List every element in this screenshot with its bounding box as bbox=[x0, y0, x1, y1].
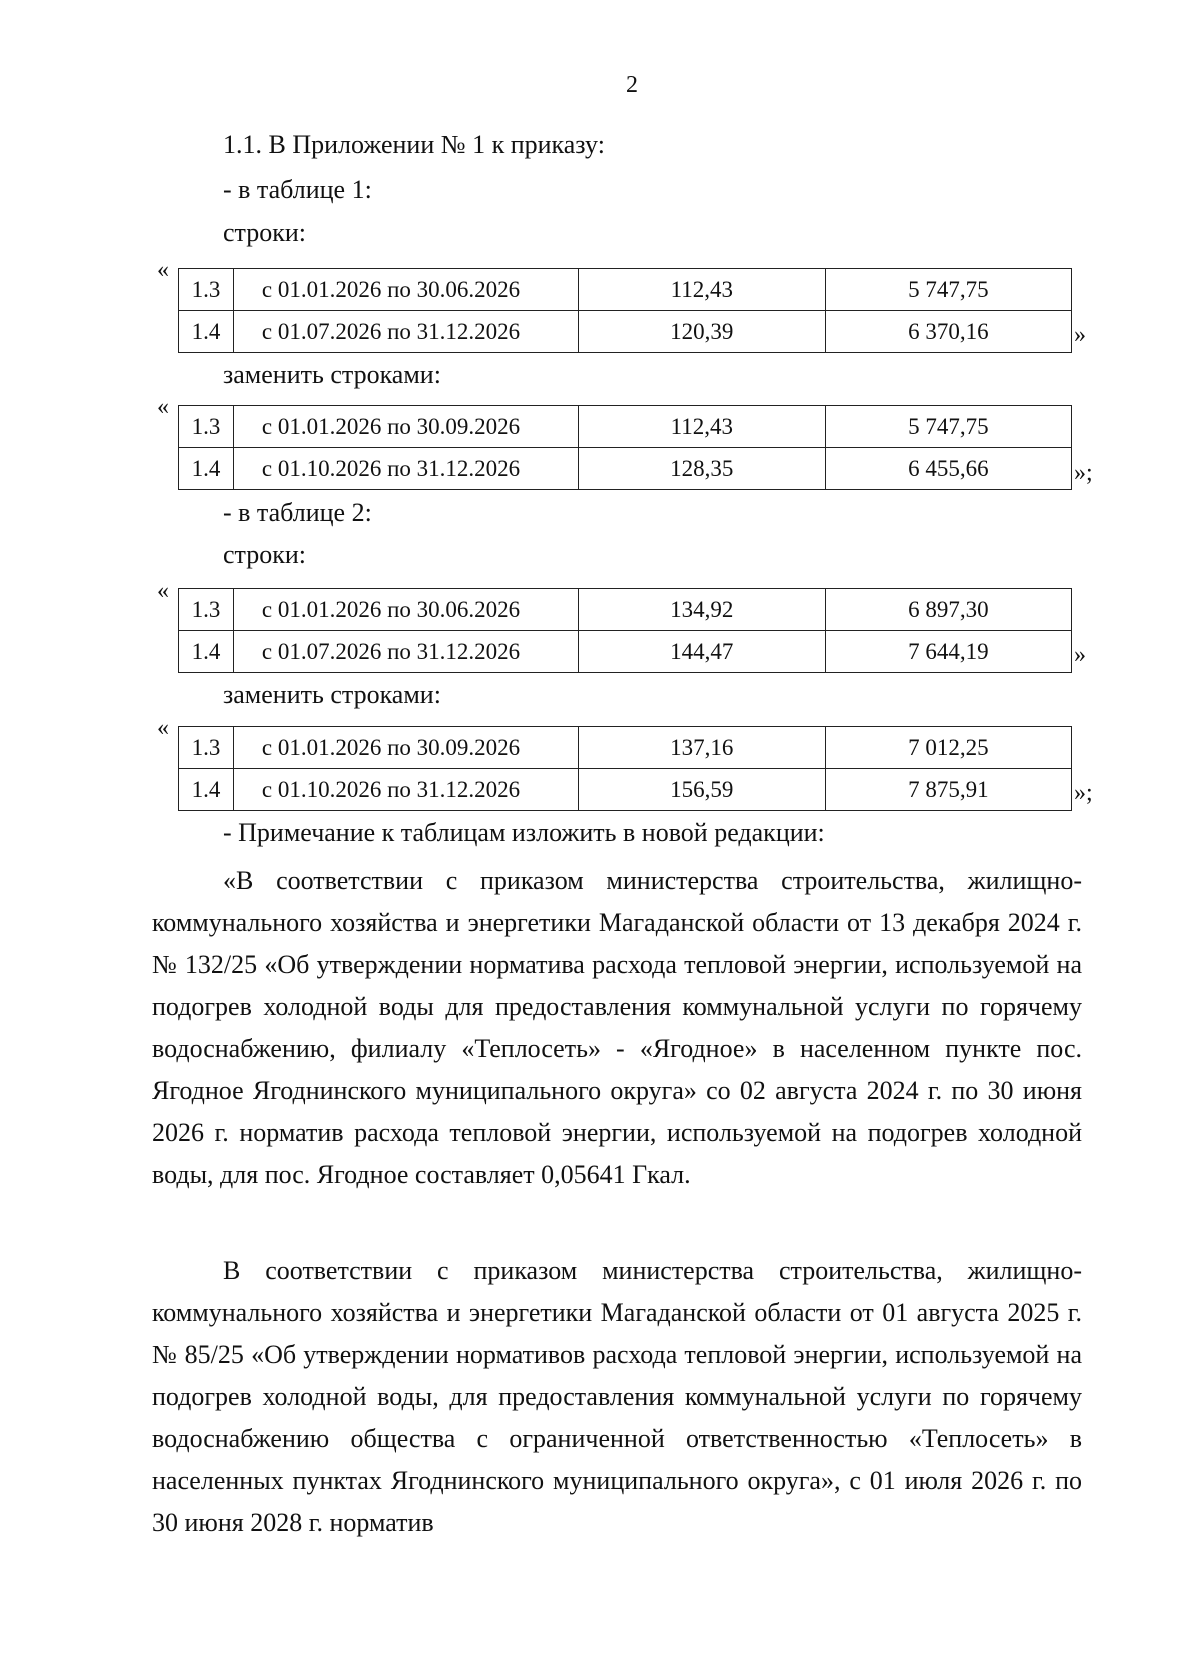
row-value-1: 156,59 bbox=[578, 769, 825, 811]
row-period: с 01.01.2026 по 30.09.2026 bbox=[233, 727, 578, 769]
table-row bbox=[179, 269, 1072, 311]
table-1-rows-label: строки: bbox=[223, 218, 306, 247]
table-row bbox=[179, 311, 1072, 353]
table-row bbox=[179, 448, 1072, 490]
quote-close: » bbox=[1074, 322, 1086, 348]
row-period: с 01.10.2026 по 31.12.2026 bbox=[233, 769, 578, 811]
row-number: 1.3 bbox=[179, 406, 234, 448]
table-1-new-rows bbox=[178, 405, 1072, 490]
quote-close: » bbox=[1074, 642, 1086, 668]
row-number: 1.4 bbox=[179, 769, 234, 811]
row-value-1: 128,35 bbox=[578, 448, 825, 490]
row-number: 1.3 bbox=[179, 589, 234, 631]
section-heading: 1.1. В Приложении № 1 к приказу: bbox=[223, 130, 605, 159]
row-period: с 01.01.2026 по 30.09.2026 bbox=[233, 406, 578, 448]
table-row bbox=[179, 589, 1072, 631]
row-number: 1.4 bbox=[179, 448, 234, 490]
table-row bbox=[179, 727, 1072, 769]
table-row bbox=[179, 406, 1072, 448]
row-value-2: 7 012,25 bbox=[825, 727, 1071, 769]
note-paragraph-2: В соответствии с приказом министерства строительства, жилищно-коммунального хозяйства и энергетики Магаданской области от 01 августа 2025 г. № 85/25 «Об утверждении нормативов расхода тепловой энергии, используемой на подогрев холодной воды, для предоставления коммунальной услуги по горячему водоснабжению общества с ограниченной ответственностью «Теплосеть» в населенных пунктах Ягоднинского муниципального округа», с 01 июля 2026 г. по 30 июня 2028 г. норматив bbox=[152, 1256, 1082, 1537]
row-value-1: 120,39 bbox=[578, 311, 825, 353]
row-value-2: 5 747,75 bbox=[825, 269, 1071, 311]
table-2-rows-label: строки: bbox=[223, 540, 306, 569]
table-1-label: - в таблице 1: bbox=[223, 175, 372, 204]
row-number: 1.3 bbox=[179, 269, 234, 311]
row-period: с 01.07.2026 по 31.12.2026 bbox=[233, 311, 578, 353]
row-value-1: 137,16 bbox=[578, 727, 825, 769]
quote-open: « bbox=[157, 257, 169, 283]
row-value-2: 6 370,16 bbox=[825, 311, 1071, 353]
table-2-label: - в таблице 2: bbox=[223, 498, 372, 527]
page-number: 2 bbox=[626, 72, 638, 98]
table-row bbox=[179, 631, 1072, 673]
row-period: с 01.01.2026 по 30.06.2026 bbox=[233, 589, 578, 631]
row-value-1: 112,43 bbox=[578, 269, 825, 311]
note-label: - Примечание к таблицам изложить в новой редакции: bbox=[223, 818, 825, 847]
row-value-1: 144,47 bbox=[578, 631, 825, 673]
quote-open: « bbox=[157, 394, 169, 420]
table-1-replace-label: заменить строками: bbox=[223, 360, 441, 389]
table-2-old-rows bbox=[178, 588, 1072, 673]
row-value-2: 5 747,75 bbox=[825, 406, 1071, 448]
table-2-new-rows bbox=[178, 726, 1072, 811]
row-value-1: 134,92 bbox=[578, 589, 825, 631]
table-1-old-rows bbox=[178, 268, 1072, 353]
row-value-2: 6 455,66 bbox=[825, 448, 1071, 490]
table-row bbox=[179, 769, 1072, 811]
row-number: 1.3 bbox=[179, 727, 234, 769]
row-period: с 01.01.2026 по 30.06.2026 bbox=[233, 269, 578, 311]
row-value-1: 112,43 bbox=[578, 406, 825, 448]
quote-open: « bbox=[157, 578, 169, 604]
note-paragraph-1: «В соответствии с приказом министерства строительства, жилищно-коммунального хозяйства и энергетики Магаданской области от 13 декабря 2024 г. № 132/25 «Об утверждении норматива расхода тепловой энергии, используемой на подогрев холодной воды для предоставления коммунальной услуги по горячему водоснабжению, филиалу «Теплосеть» - «Ягодное» в населенном пункте пос. Ягодное Ягоднинского муниципального округа» со 02 августа 2024 г. по 30 июня 2026 г. норматив расхода тепловой энергии, используемой на подогрев холодной воды, для пос. Ягодное составляет 0,05641 Гкал. bbox=[152, 866, 1082, 1189]
row-number: 1.4 bbox=[179, 311, 234, 353]
quote-open: « bbox=[157, 715, 169, 741]
row-value-2: 7 644,19 bbox=[825, 631, 1071, 673]
row-period: с 01.07.2026 по 31.12.2026 bbox=[233, 631, 578, 673]
quote-close: »; bbox=[1074, 780, 1093, 806]
table-2-replace-label: заменить строками: bbox=[223, 680, 441, 709]
row-value-2: 6 897,30 bbox=[825, 589, 1071, 631]
row-value-2: 7 875,91 bbox=[825, 769, 1071, 811]
row-period: с 01.10.2026 по 31.12.2026 bbox=[233, 448, 578, 490]
quote-close: »; bbox=[1074, 460, 1093, 486]
row-number: 1.4 bbox=[179, 631, 234, 673]
